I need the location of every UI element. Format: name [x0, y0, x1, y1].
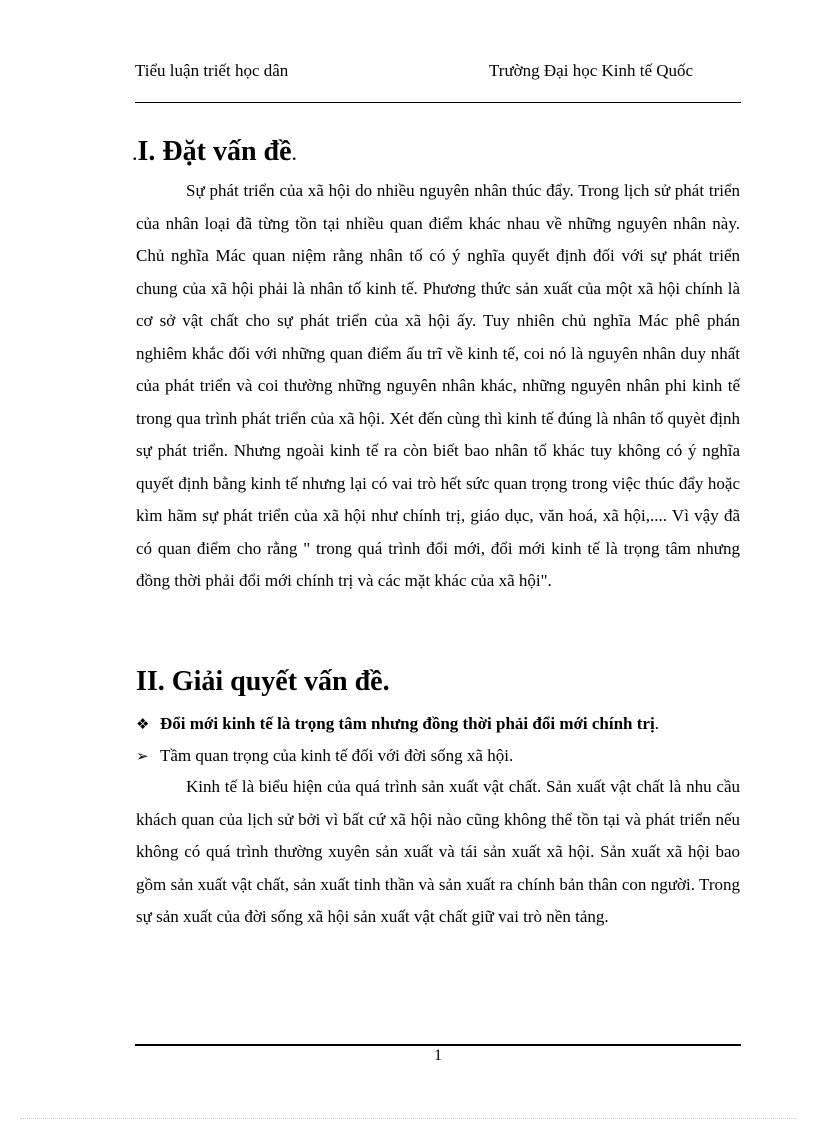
- page-edge-divider: [20, 1118, 796, 1119]
- header-left-text: Tiểu luận triết học dân: [135, 61, 289, 80]
- section-2-heading: II. Giải quyết vấn đề.: [136, 666, 390, 697]
- section-2-paragraph: Kinh tế là biểu hiện của quá trình sản xuất vật chất. Sản xuất vật chất là nhu cầu khách quan của lịch sử bởi vì bất cứ xã hội nào cũng không thể tồn tại và phát triển nếu không có quá trình thường xuyên sản xuất và tái sản xuất xã hội. Sản xuất xã hội bao gồm sản xuất vật chất, sản xuất tinh thần và sản xuất ra chính bản thân con người. Trong sự sản xuất của đời sống xã hội sản xuất vật chất giữ vai trò nền tảng.: [136, 777, 740, 926]
- bullet-1-tail: .: [654, 714, 659, 733]
- header-right-text: Trường Đại học Kinh tế Quốc: [489, 61, 694, 80]
- page-number: 1: [434, 1047, 442, 1064]
- bullet-2-text: Tầm quan trọng của kinh tế đối với đời sống xã hội.: [160, 746, 514, 765]
- bullet-item-diamond: [136, 712, 742, 736]
- page-header: [135, 60, 741, 103]
- diamond-bullet-icon: ❖: [136, 715, 150, 733]
- heading-suffix-dot: .: [291, 140, 298, 165]
- section-1-title: I. Đặt vấn đề: [137, 136, 292, 167]
- bullet-item-arrow: [136, 744, 742, 768]
- heading-prefix-dot: .: [132, 140, 138, 165]
- section-1-heading: [132, 134, 297, 171]
- section-1-paragraph: Sự phát triển của xã hội do nhiều nguyên nhân thúc đẩy. Trong lịch sử phát triển của nhân loại đã từng tồn tại nhiều quan điểm khác nhau về những nguyên nhân này. Chủ nghĩa Mác quan niệm rằng nhân tố có ý nghĩa quyết định đối với sự phát triển chung của xã hội phải là nhân tố kinh tế. Phương thức sản xuất của một xã hội chính là cơ sở vật chất cho sự phát triển của xã hội ấy. Tuy nhiên chủ nghĩa Mác phê phán nghiêm khắc đối với những quan điểm ấu trĩ về kinh tế, coi nó là nguyên nhân duy nhất của phát triển và coi thường những nguyên nhân khác, những nguyên nhân phi kinh tế trong qua trình phát triển của xã hội. Xét đến cùng thì kinh tế đúng là nhân tố quyèt định sự phát triển. Nhưng ngoài kinh tế ra còn biết bao nhân tố khác tuy không có ý nghĩa quyết định bằng kinh tế nhưng lại có vai trò hết sức quan trọng trong việc thúc đẩy hoặc kìm hãm sự phát triển của xã hội như chính trị, giáo dục, văn hoá, xã hội,.... Vì vậy đã có quan điểm cho rằng " trong quá trình đổi mới, đổi mới kinh tế là trọng tâm nhưng đồng thời phải đổi mới chính trị và các mặt khác của xã hội".: [136, 181, 740, 590]
- arrow-bullet-icon: ➢: [136, 747, 149, 765]
- bullet-1-text: Đổi mới kinh tế là trọng tâm nhưng đồng thời phải đổi mới chính trị: [160, 714, 655, 733]
